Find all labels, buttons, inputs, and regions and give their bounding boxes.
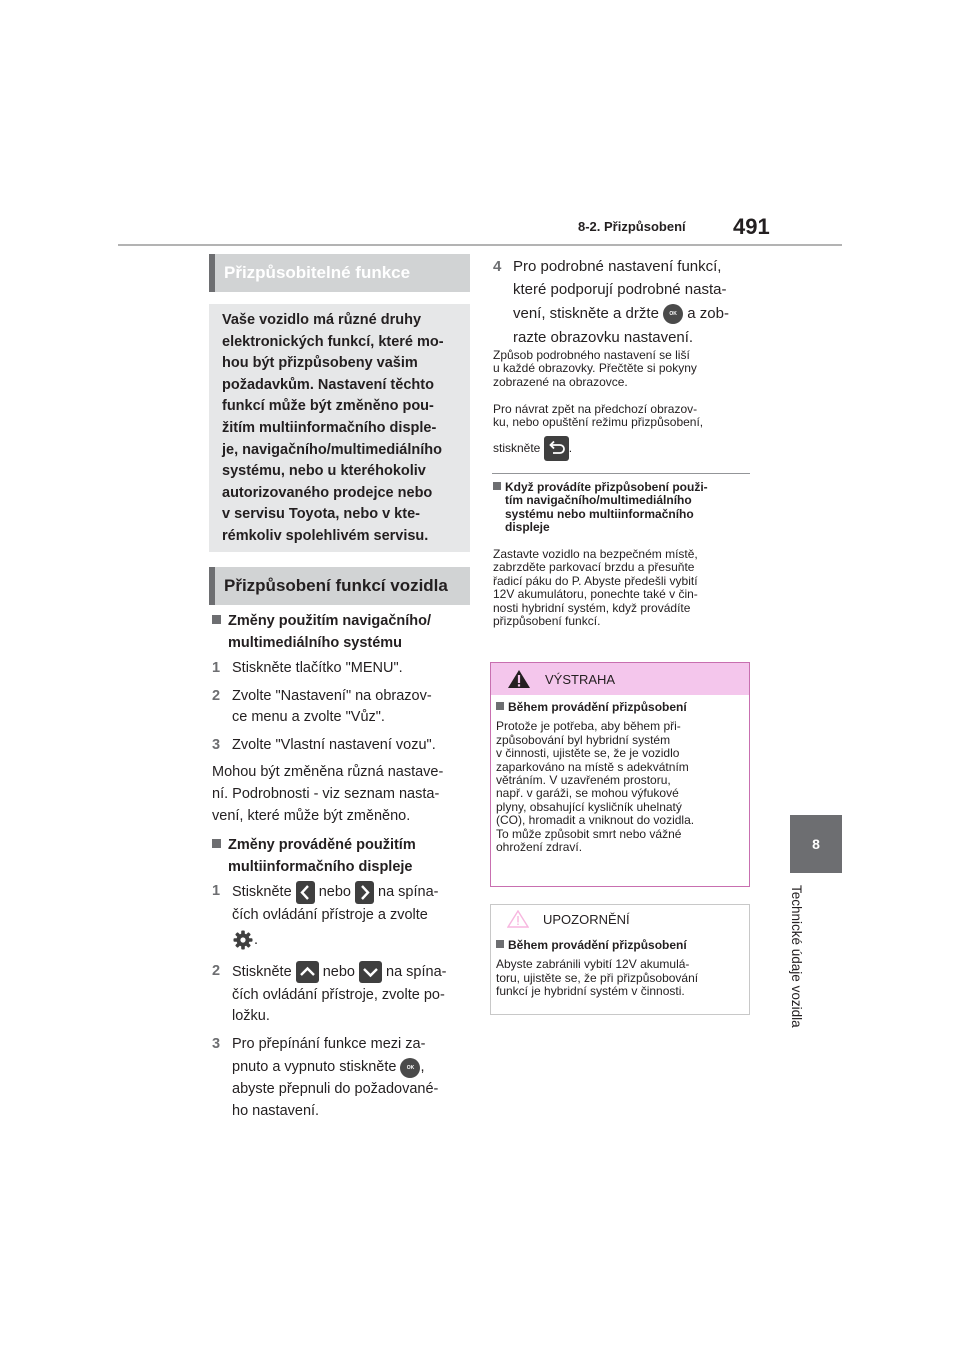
step-line: Zvolte "Nastavení" na obrazov- [232, 687, 432, 704]
step-line: čích ovládání přístroje a zvolte [232, 907, 428, 923]
caution-box [490, 904, 750, 1015]
chevron-down-icon [359, 961, 382, 983]
paragraph [212, 762, 474, 827]
note-line: ku, nebo opuštění režimu přizpůsobení, [493, 415, 704, 430]
bullet-square [496, 702, 504, 710]
note-line: Způsob podrobného nastavení se liší [493, 348, 690, 362]
caution-subheading: Během provádění přizpůsobení [508, 938, 687, 952]
step-item [212, 1034, 474, 1123]
intro-line: funkcí může být změněno pou- [222, 398, 434, 415]
warning-subheading: Během provádění přizpůsobení [508, 700, 687, 714]
paragraph-line: nosti hybridní systém, když provádíte [493, 600, 691, 615]
divider [492, 473, 750, 474]
warning-line: Protože je potřeba, aby během při- [496, 719, 681, 734]
bullet-square [496, 940, 504, 948]
paragraph-line: ní. Podrobnosti - viz seznam nasta- [212, 785, 440, 802]
intro-line: v servisu Toyota, nebo v kte- [222, 506, 420, 523]
step-number: 1 [212, 660, 221, 676]
step-number: 3 [212, 1035, 221, 1052]
step-line: které podporují podrobné nasta- [513, 281, 727, 298]
intro-line: autorizovaného prodejce nebo [222, 484, 433, 501]
step-text: Stiskněte [232, 884, 296, 900]
step-line: razte obrazovku nastavení. [513, 329, 694, 346]
paragraph-line: 12V akumulátoru, ponechte také v čin- [493, 587, 698, 602]
subheading-line: Změny použitím navigačního/ [228, 613, 432, 629]
step-line: Pro podrobné nastavení funkcí, [513, 258, 722, 275]
paragraph-line: přizpůsobení funkcí. [493, 614, 601, 629]
section-header: 8-2. Přizpůsobení [578, 219, 686, 234]
caution-text [491, 952, 749, 998]
steps-multiinfo [212, 879, 474, 1123]
subheading-when-customizing [493, 481, 755, 535]
back-icon [544, 436, 569, 461]
caution-title: UPOZORNĚNÍ [543, 911, 630, 927]
paragraph-line: řadicí páku do P. Abyste předešli vybití [493, 573, 698, 588]
chevron-right-icon [355, 881, 374, 904]
subheading-line: Když provádíte přizpůsobení použi- [505, 480, 708, 494]
warning-line: plyny, obsahující kysličník uhelnatý [496, 799, 682, 814]
subheading-line: multiinformačního displeje [228, 858, 413, 875]
bullet-square [212, 839, 221, 848]
intro-box [209, 304, 470, 552]
step-number: 3 [212, 736, 221, 753]
chapter-side-label-text: Technické údaje vozidla [789, 885, 804, 1028]
caution-triangle-icon [507, 910, 529, 928]
step-item [212, 735, 474, 757]
note-line: u každé obrazovky. Přečtěte si pokyny [493, 361, 697, 376]
warning-line: zaparkováno na místě s adekvátním [496, 759, 689, 774]
chapter-tab: 8 [790, 815, 842, 873]
header-rule [118, 244, 842, 246]
step-text: , [420, 1059, 425, 1076]
step-item [212, 658, 474, 680]
intro-line: Vaše vozidlo má různé druhy [222, 312, 422, 328]
subheading-multiinfo [212, 835, 472, 878]
subheading-line: displeje [505, 520, 550, 535]
step-line: čích ovládání přístroje, zvolte po- [232, 986, 445, 1003]
paragraph-line: zabrzděte parkovací brzdu a přesuňte [493, 560, 695, 575]
warning-line: např. v garáži, se mohou výfukové [496, 786, 679, 801]
step-text: Stiskněte [232, 963, 296, 980]
step-number: 2 [212, 962, 221, 979]
note-detail [493, 349, 755, 389]
paragraph-line: Mohou být změněna různá nastave- [212, 764, 444, 781]
subheading-line: tím navigačního/multimediálního [505, 493, 692, 508]
subheading-line: systému nebo multiinformačního [505, 506, 694, 521]
caution-line: toru, ujistěte se, že při přizpůsobování [496, 970, 699, 985]
warning-line: ohrožení zdraví. [496, 840, 583, 855]
warning-header [491, 663, 749, 695]
paragraph-customizing [493, 548, 755, 628]
intro-line: rémkoliv spolehlivém servisu. [222, 527, 429, 544]
intro-line: hou být přizpůsobeny vašim [222, 355, 418, 372]
step-item [212, 686, 474, 729]
steps-navigation [212, 658, 474, 827]
warning-title: VÝSTRAHA [545, 671, 616, 687]
step-line: ho nastavení. [232, 1102, 320, 1119]
subheading-line: multimediálního systému [228, 634, 403, 651]
step-item [212, 879, 474, 953]
intro-line: je, navigačního/multimediálního [222, 441, 442, 458]
note-return [493, 403, 755, 461]
section-title-vehicle-customization: Přizpůsobení funkcí vozidla [209, 567, 470, 605]
warning-line: větráním. V uzavřeném prostoru, [496, 773, 671, 788]
subheading-line: Změny prováděné použitím [228, 837, 416, 853]
warning-line: (CO), hromadit a vniknout do vozidla. [496, 813, 695, 828]
note-text: . [568, 440, 573, 455]
step-text: pnuto a vypnuto stiskněte [232, 1059, 401, 1076]
step-line: Zvolte "Vlastní nastavení vozu". [232, 736, 436, 753]
step-item [212, 959, 474, 1028]
step-text: nebo [314, 884, 355, 900]
warning-line: To může způsobit smrt nebo vážné [496, 826, 682, 841]
step-line: Stiskněte tlačítko "MENU". [232, 660, 403, 676]
intro-line: žitím multiinformačního disple- [222, 419, 437, 436]
step-text: . [254, 931, 259, 948]
paragraph-line: Zastavte vozidlo na bezpečném místě, [493, 547, 698, 561]
warning-line: způsobování byl hybridní systém [496, 732, 671, 747]
step-number: 4 [493, 258, 502, 275]
note-text: stiskněte [493, 440, 544, 455]
page-number: 491 [733, 214, 770, 239]
warning-triangle-icon [507, 669, 531, 689]
warning-box [490, 662, 750, 887]
warning-line: v činnosti, ujistěte se, že je vozidlo [496, 746, 680, 761]
step-text: na spína- [374, 884, 439, 900]
intro-line: systému, nebo u kteréhokoliv [222, 463, 426, 480]
subheading-navigation [212, 611, 472, 654]
intro-line: požadavkům. Nastavení těchto [222, 376, 434, 393]
ok-button-icon: OK [400, 1058, 420, 1078]
step-text: a zob- [683, 305, 729, 322]
step-number: 1 [212, 883, 221, 899]
note-line: zobrazené na obrazovce. [493, 374, 628, 389]
step-number: 2 [212, 687, 221, 704]
ok-button-icon: OK [663, 304, 683, 324]
note-line: Pro návrat zpět na předchozí obrazov- [493, 402, 698, 416]
warning-text [491, 714, 749, 854]
step-text: vení, stiskněte a držte [513, 305, 664, 322]
section-title-customizable-features: Přizpůsobitelné funkce [209, 254, 470, 292]
paragraph-line: vení, které může být změněno. [212, 807, 411, 824]
step-line: abyste přepnuli do požadované- [232, 1081, 439, 1098]
step-text: nebo [318, 963, 359, 980]
gear-icon [232, 929, 254, 951]
step-line: ce menu a zvolte "Vůz". [232, 709, 385, 726]
step-4 [493, 255, 755, 349]
bullet-square [493, 482, 501, 490]
caution-header [491, 905, 749, 933]
step-text: na spína- [382, 963, 447, 980]
bullet-square [212, 615, 221, 624]
intro-line: elektronických funkcí, které mo- [222, 333, 444, 350]
chevron-left-icon [296, 881, 315, 904]
step-line: Pro přepínání funkce mezi za- [232, 1035, 426, 1052]
caution-line: funkcí je hybridní systém v činnosti. [496, 984, 685, 999]
caution-line: Abyste zabránili vybití 12V akumulá- [496, 957, 690, 972]
chevron-up-icon [296, 961, 319, 983]
step-line: ložku. [232, 1008, 270, 1025]
chapter-side-label [786, 885, 804, 1045]
